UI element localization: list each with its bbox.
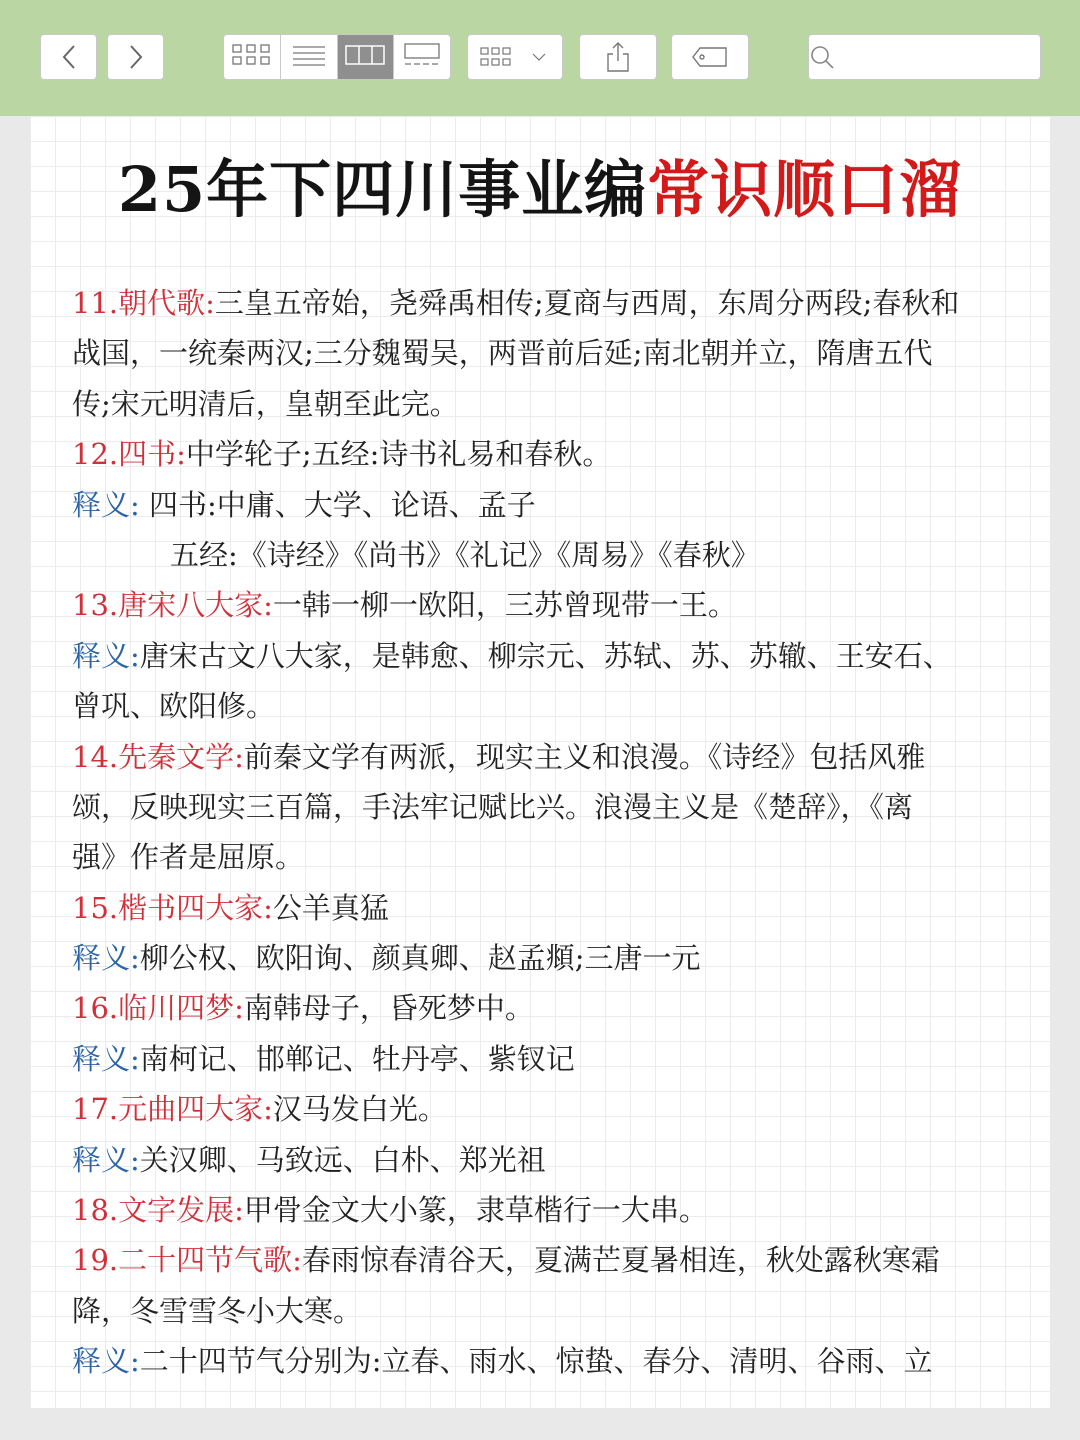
- title-main: 25年下四川事业编: [117, 153, 648, 226]
- line-text: 四书:中庸、大学、论语、孟子: [139, 487, 536, 522]
- line-text: 南韩母子，昏死梦中。: [243, 991, 534, 1026]
- list-view-icon: [292, 44, 326, 70]
- line-text: 中学轮子;五经:诗书礼易和春秋。: [185, 437, 612, 472]
- line-text: 强》作者是屈原。: [72, 840, 305, 875]
- text-line: [72, 933, 1032, 983]
- text-line: [72, 832, 1032, 882]
- text-line: [72, 429, 1032, 479]
- line-text: 柳公权、欧阳询、颜真卿、赵孟頫;三唐一元: [139, 941, 701, 976]
- text-line: [72, 1235, 1032, 1285]
- line-text: 战国，一统秦两汉;三分魏蜀吴，两晋前后延;南北朝并立，隋唐五代: [72, 336, 933, 371]
- text-line: [72, 1336, 1032, 1386]
- document-content: [72, 278, 1032, 1387]
- text-line: [72, 328, 1032, 378]
- title-accent: 常识顺口溜: [647, 153, 963, 226]
- text-line: [72, 1034, 1032, 1084]
- section-label: 17.元曲四大家:: [72, 1092, 273, 1127]
- toolbar: [0, 0, 1080, 116]
- explanation-label: 释义:: [72, 638, 140, 673]
- text-line: [72, 681, 1032, 731]
- text-line: [72, 1185, 1032, 1235]
- line-text: 春雨惊春清谷天，夏满芒夏暑相连，秋处露秋寒霜: [301, 1243, 940, 1278]
- grid-view-button[interactable]: [224, 35, 281, 79]
- explanation-label: 释义:: [72, 487, 140, 522]
- column-view-icon: [345, 44, 385, 70]
- view-mode-segmented-control: [223, 34, 451, 80]
- back-button[interactable]: [40, 34, 97, 80]
- section-label: 12.四书:: [72, 437, 186, 472]
- text-line: [72, 530, 1032, 580]
- line-text: 降，冬雪雪冬小大寒。: [72, 1293, 363, 1328]
- document-page: [30, 116, 1050, 1408]
- share-button[interactable]: [579, 34, 657, 80]
- grid-view-icon: [232, 43, 272, 71]
- line-text: 五经:《诗经》《尚书》《礼记》《周易》《春秋》: [170, 537, 760, 572]
- forward-button[interactable]: [107, 34, 164, 80]
- explanation-label: 释义:: [72, 941, 140, 976]
- explanation-label: 释义:: [72, 1344, 140, 1379]
- group-by-button[interactable]: [467, 34, 563, 80]
- line-text: 传;宋元明清后，皇朝至此完。: [72, 386, 459, 421]
- section-label: 15.楷书四大家:: [72, 890, 273, 925]
- search-input[interactable]: [835, 36, 1071, 78]
- line-text: 颂，反映现实三百篇，手法牢记赋比兴。浪漫主义是《楚辞》，《离: [72, 789, 914, 824]
- search-field[interactable]: [808, 34, 1041, 80]
- group-by-icon: [479, 45, 551, 69]
- line-text: 唐宋古文八大家，是韩愈、柳宗元、苏轼、苏、苏辙、王安石、: [139, 638, 952, 673]
- text-line: [72, 983, 1032, 1033]
- text-line: [72, 782, 1032, 832]
- section-label: 14.先秦文学:: [72, 739, 244, 774]
- section-label: 19.二十四节气歌:: [72, 1243, 302, 1278]
- text-line: [72, 732, 1032, 782]
- line-text: 公羊真猛: [272, 890, 389, 925]
- text-line: [72, 1084, 1032, 1134]
- text-line: [72, 379, 1032, 429]
- text-line: [72, 1286, 1032, 1336]
- tag-icon: [691, 46, 729, 68]
- section-label: 16.临川四梦:: [72, 991, 244, 1026]
- share-icon: [604, 41, 632, 73]
- line-text: 南柯记、邯郸记、牡丹亭、紫钗记: [139, 1041, 575, 1076]
- line-text: 一韩一柳一欧阳，三苏曾现带一王。: [272, 588, 737, 623]
- line-text: 前秦文学有两派，现实主义和浪漫。《诗经》包括风雅: [243, 739, 926, 774]
- explanation-label: 释义:: [72, 1041, 140, 1076]
- text-line: [72, 480, 1032, 530]
- text-line: [72, 580, 1032, 630]
- column-view-button[interactable]: [338, 35, 395, 79]
- text-line: [72, 278, 1032, 328]
- tag-button[interactable]: [671, 34, 749, 80]
- search-icon: [809, 44, 835, 70]
- gallery-view-button[interactable]: [394, 35, 450, 79]
- line-text: 甲骨金文大小篆，隶草楷行一大串。: [243, 1193, 708, 1228]
- text-line: [72, 631, 1032, 681]
- line-text: 汉马发白光。: [272, 1092, 447, 1127]
- explanation-label: 释义:: [72, 1142, 140, 1177]
- line-text: 二十四节气分别为:立春、雨水、惊蛰、春分、清明、谷雨、立: [139, 1344, 933, 1379]
- line-text: 三皇五帝始，尧舜禹相传;夏商与西周，东周分两段;春秋和: [214, 286, 960, 320]
- page-title: [30, 150, 1050, 230]
- chevron-left-icon: [61, 44, 77, 70]
- text-line: [72, 883, 1032, 933]
- section-label: 11.朝代歌:: [72, 286, 215, 320]
- line-text: 关汉卿、马致远、白朴、郑光祖: [139, 1142, 546, 1177]
- gallery-view-icon: [403, 43, 441, 71]
- line-text: 曾巩、欧阳修。: [72, 689, 276, 724]
- section-label: 18.文字发展:: [72, 1193, 244, 1228]
- text-line: [72, 1135, 1032, 1185]
- list-view-button[interactable]: [281, 35, 338, 79]
- chevron-right-icon: [128, 44, 144, 70]
- section-label: 13.唐宋八大家:: [72, 588, 273, 623]
